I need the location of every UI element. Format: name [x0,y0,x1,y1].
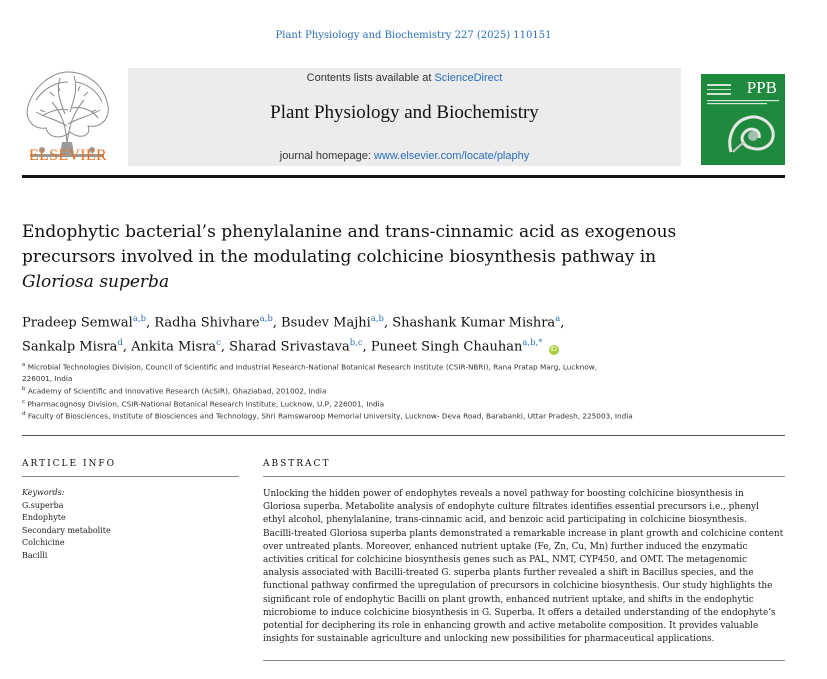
abstract-line: Gloriosa superba. Metabolite analysis of endophyte culture filtrates identifies essential precursors i.e., phenyl [263,502,759,513]
affiliation-key: d [22,411,26,418]
author-separator: , [146,315,155,331]
author-name[interactable]: Pradeep Semwal [22,315,133,331]
abstract-heading: ABSTRACT [263,459,331,469]
affiliation-text: Pharmacognosy Division, CSIR-National Botanical Research Institute, Lucknow, U.P, 226001, India [27,399,385,409]
cover-subtitle-lines [707,100,779,108]
author-list [22,309,742,358]
author-affiliation-sup[interactable]: a,b [370,314,384,324]
journal-title: Plant Physiology and Biochemistry [270,102,539,123]
author-separator: , [122,339,132,355]
author-separator: , [272,315,282,331]
author-separator: , [383,315,393,331]
author-affiliation-sup[interactable]: a [555,314,561,324]
orcid-icon[interactable]: iD [550,345,557,353]
authors-line-2 [22,333,742,357]
affiliation-key: c [22,398,26,405]
header-rule [22,175,785,178]
author-affiliation-sup[interactable]: a,b,* [522,338,543,349]
author-affiliation-sup[interactable]: b,c [349,338,363,349]
affiliation-a [22,360,722,373]
abstract-line: ethyl alcohol, phenylalanine, trans-cinnamic acid, and benzoic acid participating in colchicine biosynthesis. [263,515,747,526]
journal-cover[interactable] [701,74,785,165]
author-separator: , [220,339,230,355]
author-name[interactable]: Puneet Singh Chauhan [370,339,523,355]
author-affiliation-sup[interactable]: d [117,338,123,349]
abstract-line: Bacilli-treated Gloriosa superba plants demonstrated a remarkable increase in plant growth and colchicine content [263,528,784,539]
cover-title-lines [707,84,731,98]
author-name[interactable]: Sharad Srivastava [229,339,350,355]
affiliation-text: Academy of Scientific and Innovative Research (AcSIR), Ghaziabad, 201002, India [27,386,327,396]
affiliation-key: b [22,386,26,393]
author-affiliation-sup[interactable]: a,b [132,314,147,324]
abstract-line: functional pathway confirmed the upregulation of precursors in colchicine biosynthesis. Our study highlights the [263,581,773,592]
article-title [22,220,722,295]
article-info-rule [22,476,239,477]
homepage-line [128,150,681,162]
affiliation-b [22,384,722,397]
journal-banner [128,68,681,166]
elsevier-wordmark: ELSEVIER [29,147,107,164]
keyword-item[interactable]: Secondary metabolite [22,525,111,535]
homepage-prefix: journal homepage: [279,150,374,162]
cover-ppb-text: PPB [746,78,777,97]
abstract-rule [263,476,785,477]
author-name[interactable]: Sankalp Misra [22,339,118,355]
affiliation-key: a [22,362,26,368]
keywords-label: Keywords: [22,488,65,497]
abstract-line: activities critical for colchicine biosynthesis genes such as PAL, NMT, CYP450, and OMT. The metagenomic [263,555,748,566]
affiliation-text: 226001, India [22,373,73,383]
keyword-item[interactable]: Endophyte [22,513,66,522]
journal-citation[interactable]: Plant Physiology and Biochemistry 227 (2025) 110151 [275,30,552,41]
author-affiliation-sup[interactable]: c [216,338,221,349]
abstract-bottom-rule [263,660,785,661]
abstract-line: analysis associated with Bacilli-treated G. superba plants further revealed a shift in Bacillus species, and the [263,568,754,579]
keywords-block [22,487,237,562]
title-line-1: Endophytic bacterial’s phenylalanine and trans-cinnamic acid as exogenous [22,222,677,242]
author-name[interactable]: Ankita Misra [131,339,217,355]
author-name[interactable]: Shashank Kumar Mishra [392,315,556,331]
affiliation-a-cont [22,373,722,384]
authors-line-1 [22,309,742,333]
affiliations [22,360,722,422]
author-affiliation-sup[interactable]: a,b [259,314,273,324]
keyword-item[interactable]: G.superba [22,500,64,510]
author-separator: , [560,315,565,331]
abstract-line: potential for deciphering its role in enhancing growth and active metabolite composition. It provides valuable [263,621,759,632]
author-name[interactable]: Radha Shivhare [154,315,260,331]
section-divider [22,435,785,436]
author-name[interactable]: Bsudev Majhi [281,315,371,331]
affiliation-d [22,409,722,422]
contents-line [128,72,681,84]
contents-prefix: Contents lists available at [306,72,435,84]
author-separator: , [362,339,371,355]
abstract-line: Unlocking the hidden power of endophytes reveals a novel pathway for boosting colchicine biosynthesis in [263,489,744,499]
journal-homepage-link[interactable]: www.elsevier.com/locate/plaphy [373,150,530,162]
affiliation-text: Microbial Technologies Division, Council of Scientific and Industrial Research-National Botanical Research Institute (CSIR-NBRI), Rana Pratap Marg, Lucknow, [27,362,598,372]
cover-leaf-icon [723,108,779,160]
affiliation-text: Faculty of Biosciences, Institute of Biosciences and Technology, Shri Ramswaroop Memorial University, Lucknow- Deva Road, Barabanki, Uttar Pradesh, 225003, India [27,411,633,421]
title-line-3: Gloriosa superba [22,272,170,292]
abstract-line: over untreated plants. Moreover, enhanced nutrient uptake (Fe, Zn, Cu, Mn) further induced the enzymatic [263,541,748,552]
keyword-item[interactable]: Bacilli [22,550,48,560]
keyword-item[interactable]: Colchicine [22,538,65,547]
article-info-heading: ARTICLE INFO [22,459,117,469]
abstract-body [263,488,785,646]
title-line-2: precursors involved in the modulating colchicine biosynthesis pathway in [22,247,657,267]
sciencedirect-link[interactable]: ScienceDirect [434,72,503,84]
abstract-line: significant role of endophytic Bacilli on plant growth, enhanced nutrient uptake, and shifts in the endophytic [263,594,754,605]
abstract-line: microbiome to induce colchicine biosynthesis in G. Superba. It offers a detailed understanding of the endophyte’s [263,607,776,618]
affiliation-c [22,397,722,410]
abstract-line: insights for sustainable agriculture and unlocking new possibilities for pharmaceutical applications. [263,634,715,645]
